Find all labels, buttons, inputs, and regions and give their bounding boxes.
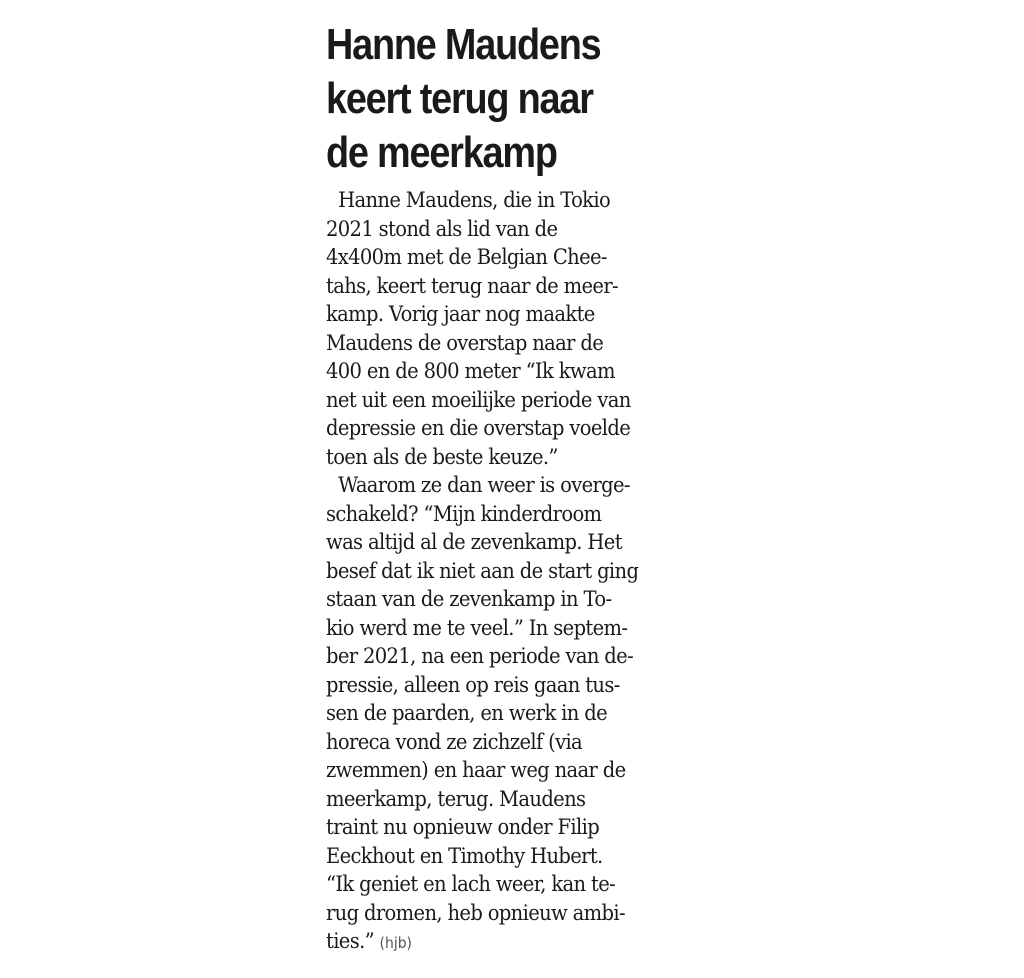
paragraph-line: besef dat ik niet aan de start ging <box>326 558 639 583</box>
paragraph-line: meerkamp, terug. Maudens <box>326 786 586 811</box>
paragraph-line: Maudens de overstap naar de <box>326 330 604 355</box>
paragraph-line: Hanne Maudens, die in Tokio <box>338 188 611 212</box>
paragraph-line-text: ties.” <box>326 929 374 953</box>
paragraph-line: pressie, alleen op reis gaan tus- <box>326 672 620 697</box>
article-body <box>326 186 707 958</box>
article-headline <box>326 18 704 180</box>
paragraph-line: net uit een moeilijke periode van <box>326 387 631 412</box>
paragraph-line: kio werd me te veel.” In septem- <box>326 615 628 640</box>
paragraph-line: horeca vond ze zichzelf (via <box>326 729 583 754</box>
paragraph-line: toen als de beste keuze.” <box>326 444 558 469</box>
paragraph-line: depressie en die overstap voelde <box>326 416 631 440</box>
paragraph-line: 4x400m met de Belgian Chee- <box>326 245 607 269</box>
paragraph-line: 2021 stond als lid van de <box>326 216 558 241</box>
paragraph-line: traint nu opnieuw onder Filip <box>326 815 600 839</box>
paragraph-line: zwemmen) en haar weg naar de <box>326 758 626 782</box>
headline-line: de meerkamp <box>326 128 557 177</box>
paragraph-line: sen de paarden, en werk in de <box>326 701 608 725</box>
article-paragraph-1 <box>326 186 707 471</box>
paragraph-line: 400 en de 800 meter “Ik kwam <box>326 359 615 383</box>
paragraph-line: rug dromen, heb opnieuw ambi- <box>326 900 625 925</box>
news-article <box>326 18 706 958</box>
paragraph-line: was altijd al de zevenkamp. Het <box>326 530 622 554</box>
paragraph-line: Waarom ze dan weer is overge- <box>338 473 630 497</box>
paragraph-line: Eeckhout en Timothy Hubert. <box>326 843 603 868</box>
headline-line: Hanne Maudens <box>326 20 601 69</box>
paragraph-line: tahs, keert terug naar de meer- <box>326 273 618 298</box>
paragraph-line: kamp. Vorig jaar nog maakte <box>326 302 595 326</box>
paragraph-line: schakeld? “Mijn kinderdroom <box>326 501 602 526</box>
author-byline: (hjb) <box>379 934 412 952</box>
paragraph-line: ber 2021, na een periode van de- <box>326 644 634 668</box>
article-paragraph-2 <box>326 471 707 958</box>
paragraph-last-line <box>326 927 707 958</box>
headline-line: keert terug naar <box>326 74 593 123</box>
paragraph-line: “Ik geniet en lach weer, kan te- <box>326 872 616 896</box>
paragraph-line: staan van de zevenkamp in To- <box>326 587 612 611</box>
